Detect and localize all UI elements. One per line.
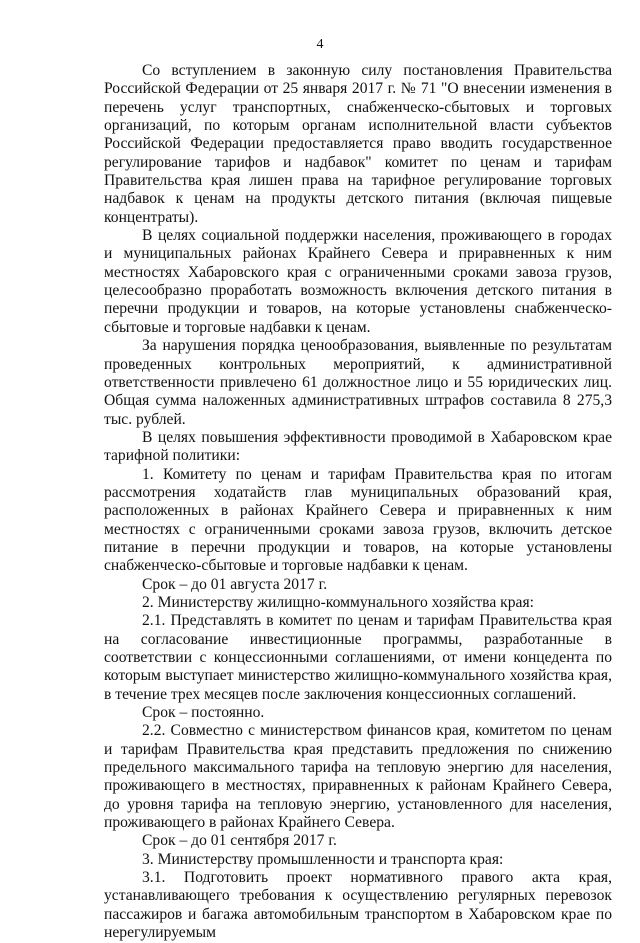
- paragraph-item-2: 2. Министерству жилищно-коммунального хозяйства края:: [142, 593, 534, 611]
- page-number: 4: [316, 37, 324, 52]
- paragraph-deadline-2-1: Срок – постоянно.: [142, 704, 265, 722]
- paragraph-item-2-2: 2.2. Совместно с министерством финансов края, комитетом по ценам и тарифам Правительства края представить предложения по снижению предельного максимального тарифа на тепловую энергию для населения, проживающего в местностях, приравненных к районам Крайнего Севера, до уровня тарифа на тепловую энергию, установленного для населения, проживающего в районах Крайнего Севера.: [104, 722, 612, 832]
- paragraph-item-2-1: 2.1. Представлять в комитет по ценам и тарифам Правительства края на согласование инвестиционные программы, разработанные в соответствии с концессионными соглашениями, от имени концедента по которым выступает министерство жилищно-коммунального хозяйства края, в течение трех месяцев после заключения концессионных соглашений.: [104, 612, 612, 703]
- paragraph-price-regulation-change: Со вступлением в законную силу постановления Правительства Российской Федерации от 25 января 2017 г. № 71 "О внесении изменения в перечень услуг транспортных, снабженческо-сбытовых и торговых организаций, по которым органам исполнительной власти субъектов Российской Федерации предоставляется право вводить государственное регулирование тарифов и надбавок" комитет по ценам и тарифам Правительства края лишен права на тарифное регулирование торговых надбавок к ценам на продукты детского питания (включая пищевые концентраты).: [104, 62, 612, 226]
- paragraph-social-support: В целях социальной поддержки населения, проживающего в городах и муниципальных районах Крайнего Севера и приравненных к ним местностях Хабаровского края с ограниченными сроками завоза грузов, целесообразно проработать возможность включения детского питания в перечни продукции и товаров, на которые установлены снабженческо-сбытовые и торговые надбавки к ценам.: [104, 227, 612, 336]
- paragraph-item-1: 1. Комитету по ценам и тарифам Правительства края по итогам рассмотрения ходатайств глав муниципальных образований края, расположенных в районах Крайнего Севера и приравненных к ним местностях с ограниченными сроками завоза грузов, включить детское питание в перечни продукции и товаров, на которые установлены снабженческо-сбытовые и торговые надбавки к ценам.: [104, 465, 612, 575]
- paragraph-efficiency-intro: В целях повышения эффективности проводимой в Хабаровском крае тарифной политики:: [104, 428, 612, 465]
- paragraph-deadline-2-2: Срок – до 01 сентября 2017 г.: [142, 832, 337, 850]
- paragraph-item-3-1: 3.1. Подготовить проект нормативного правого акта края, устанавливающего требования к осуществлению регулярных перевозок пассажиров и багажа автомобильным транспортом в Хабаровском крае по нерегулируемым: [104, 869, 612, 942]
- paragraph-violations: За нарушения порядка ценообразования, выявленные по результатам проведенных контрольных мероприятий, к административной ответственности привлечено 61 должностное лицо и 55 юридических лиц. Общая сумма наложенных административных штрафов составила 8 275,3 тыс. рублей.: [104, 337, 612, 428]
- paragraph-item-3: 3. Министерству промышленности и транспорта края:: [142, 850, 504, 868]
- paragraph-deadline-1: Срок – до 01 августа 2017 г.: [142, 575, 328, 593]
- document-body: [104, 62, 612, 943]
